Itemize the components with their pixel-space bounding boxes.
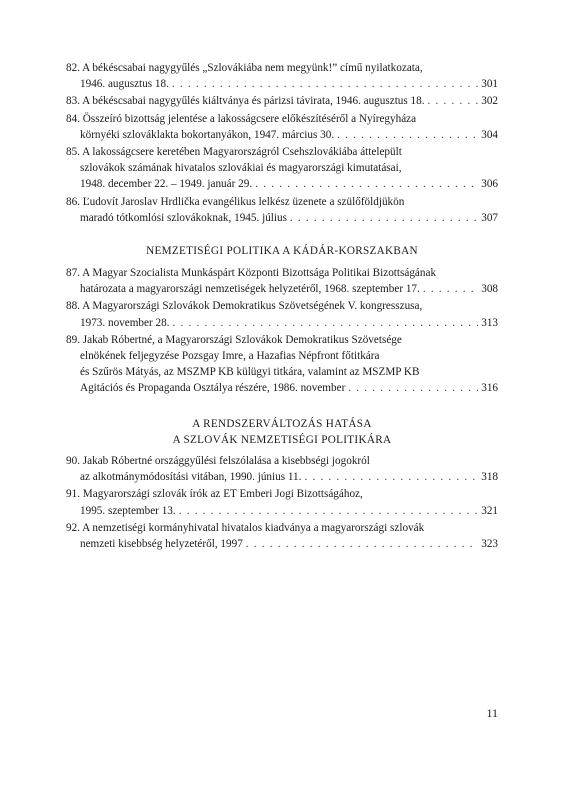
toc-entry-line: 88. A Magyarországi Szlovákok Demokratikus Szövetségének V. kongresszusa, <box>66 300 423 313</box>
toc-entry-last-line <box>66 127 498 143</box>
toc-entry-line: 86. Ľudovít Jaroslav Hrdlička evangélikus lelkész üzenete a szülőföldjükön <box>66 195 405 208</box>
toc-entry-last-line <box>66 76 498 92</box>
toc-entry-text: 83. A békéscsabai nagygyűlés kiáltványa és párizsi távirata, 1946. augusztus 18. <box>66 95 425 108</box>
toc-entry-text: az alkotmánymódosítási vitában, 1990. június 11. <box>80 471 302 484</box>
page-number-ref: 323 <box>481 537 498 550</box>
toc-entry-line: 84. Összeíró bizottság jelentése a lakosságcsere előkészítéséről a Nyíregyháza <box>66 112 417 125</box>
toc-entry-text: Agitációs és Propaganda Osztálya részére, 1986. november <box>80 382 346 395</box>
section-heading-line: A RENDSZERVÁLTOZÁS HATÁSA <box>192 418 372 430</box>
toc-entry-text: maradó tótkomlósi szlovákoknak, 1945. július <box>80 211 287 224</box>
toc-entry-text: környéki szlováklakta bokortanyákon, 1947. március 30. <box>80 128 335 141</box>
toc-entry[interactable] <box>66 194 498 226</box>
toc-entry-text: 1948. december 22. – 1949. január 29. <box>80 178 253 191</box>
toc-entry-line: 92. A nemzetiségi kormányhivatal hivatalos kiadványa a magyarországi szlovák <box>66 521 425 534</box>
toc-entry-last-line <box>66 93 498 109</box>
dot-leader <box>255 176 478 192</box>
toc-entry-line: elnökének feljegyzése Pozsgay Imre, a Hazafias Népfront főtitkára <box>80 349 380 362</box>
toc-entry-last-line <box>66 380 498 396</box>
toc-entry-text: határozata a magyarországi nemzetiségek helyzetéről, 1968. szeptember 17. <box>80 283 420 296</box>
toc-entry-last-line <box>66 281 498 297</box>
toc-entry-line: 82. A békéscsabai nagygyűlés „Szlovákiába nem megyünk!” című nyilatkozata, <box>66 62 423 74</box>
page-number-ref: 321 <box>481 504 498 517</box>
toc-entry-last-line <box>66 503 498 519</box>
toc-entry[interactable] <box>66 520 498 552</box>
page-number-ref: 302 <box>481 95 498 108</box>
page-number-ref: 313 <box>481 316 498 329</box>
toc-entry-line: szlovákok számának hivatalos szlovákiai és magyarországi kimutatásai, <box>80 162 402 175</box>
toc-entry-line: 91. Magyarországi szlovák írók az ET Emberi Jogi Bizottságához, <box>66 488 363 501</box>
toc-entry-line: 89. Jakab Róbertné, a Magyarországi Szlovákok Demokratikus Szövetsége <box>66 333 402 346</box>
dot-leader <box>172 315 478 331</box>
toc-entry-line: 85. A lakosságcsere keretében Magyarországról Csehszlovákiába áttelepült <box>66 146 402 158</box>
page-number-ref: 318 <box>481 471 498 484</box>
toc-entry[interactable] <box>66 453 498 485</box>
toc-entry[interactable] <box>66 298 498 330</box>
dot-leader <box>246 536 478 552</box>
dot-leader <box>423 281 478 297</box>
section-heading <box>66 243 498 259</box>
page-number-ref: 307 <box>481 211 498 224</box>
section-heading-line: NEMZETISÉGI POLITIKA A KÁDÁR-KORSZAKBAN <box>146 245 418 257</box>
toc-entry-text: 1973. november 28. <box>80 316 170 329</box>
toc-entry-text: nemzeti kisebbség helyzetéről, 1997 <box>80 537 243 550</box>
toc-entry-last-line <box>66 176 498 192</box>
toc-entry-last-line <box>66 536 498 552</box>
toc-entry[interactable] <box>66 486 498 518</box>
section-heading-line: A SZLOVÁK NEMZETISÉGI POLITIKÁRA <box>172 434 392 447</box>
toc-entry-last-line <box>66 469 498 485</box>
toc-entry-last-line <box>66 210 498 226</box>
toc-entry[interactable] <box>66 93 498 109</box>
page-number: 11 <box>486 706 498 720</box>
toc-entry-text: 1995. szeptember 13. <box>80 504 176 517</box>
toc-entry[interactable] <box>66 111 498 143</box>
dot-leader <box>348 380 478 396</box>
toc-entry-last-line <box>66 315 498 331</box>
toc-entry-line: 90. Jakab Róbertné országgyűlési felszólalása a kisebbségi jogokról <box>66 455 370 467</box>
page-number-ref: 304 <box>481 128 498 141</box>
dot-leader <box>172 76 478 92</box>
page-number-ref: 308 <box>481 283 498 296</box>
page-number-ref: 306 <box>481 178 498 191</box>
dot-leader <box>337 127 478 143</box>
toc-entry-line: 87. A Magyar Szocialista Munkáspárt Központi Bizottsága Politikai Bizottságának <box>66 267 437 279</box>
dot-leader <box>290 210 478 226</box>
dot-leader <box>428 93 479 109</box>
toc-entry[interactable] <box>66 332 498 397</box>
toc-entry[interactable] <box>66 60 498 92</box>
page-number-ref: 301 <box>481 78 498 91</box>
toc-entry[interactable] <box>66 144 498 193</box>
toc-entry-line: és Szűrös Mátyás, az MSZMP KB külügyi titkára, valamint az MSZMP KB <box>80 366 420 379</box>
toc-entry[interactable] <box>66 265 498 297</box>
page-number-ref: 316 <box>481 382 498 395</box>
toc-entry-text: 1946. augusztus 18. <box>80 78 169 91</box>
section-heading <box>66 416 498 448</box>
dot-leader <box>304 469 478 485</box>
dot-leader <box>179 503 479 519</box>
